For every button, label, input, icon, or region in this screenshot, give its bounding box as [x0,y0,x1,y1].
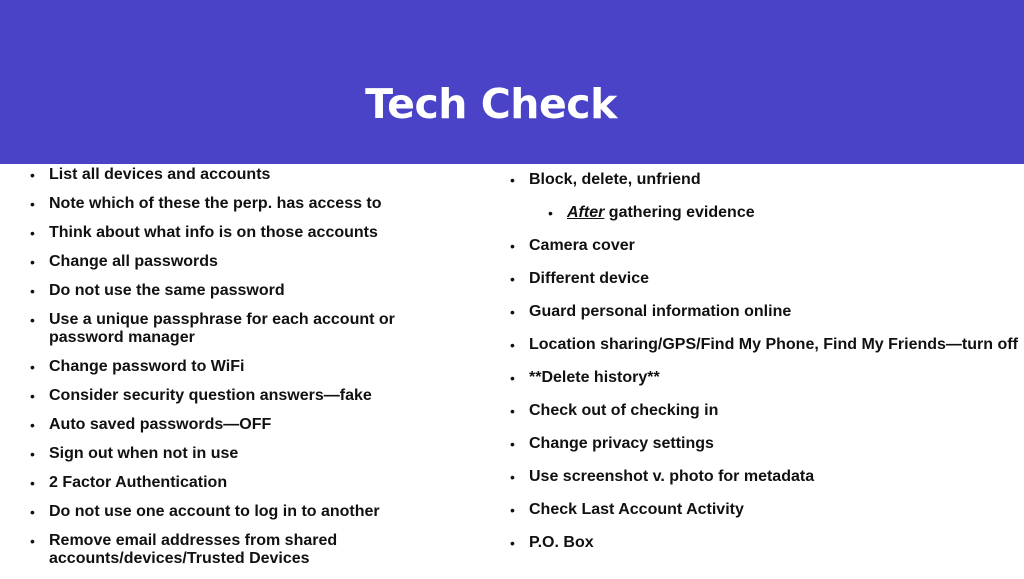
bullet: • [510,304,515,320]
list-item: • Consider security question answers—fake [30,387,372,404]
left-bullet-list [30,166,430,579]
bullet: • [510,502,515,518]
bullet: • [30,312,35,328]
bullet: • [30,533,35,549]
slide-title: Tech Check [365,80,617,128]
list-item: • Auto saved passwords—OFF [30,416,272,433]
list-item: • Change all passwords [30,253,218,270]
bullet: • [510,271,515,287]
bullet: • [510,337,515,353]
bullet: • [510,535,515,551]
list-item-activity: • Check Last Account Activity [510,499,1020,521]
bullet: • [30,417,35,433]
bullet: • [510,238,515,254]
bullet: • [510,469,515,485]
list-item: • Sign out when not in use [30,445,239,462]
bullet: • [30,446,35,462]
list-item: • List all devices and accounts [30,166,271,183]
list-item: • Do not use the same password [30,282,285,299]
bullet: • [30,167,35,183]
bullet: • [30,388,35,404]
bullet: • [510,370,515,386]
list-item: • Remove email addresses from shared accounts/devices/Trusted Devices [30,532,338,567]
bullet: • [30,475,35,491]
bullet: • [548,205,553,221]
list-item: • Use a unique passphrase for each account or password manager [30,311,395,346]
bullet: • [510,436,515,452]
list-item-history: • **Delete history** [510,367,1020,389]
bullet: • [30,196,35,212]
bullet: • [30,283,35,299]
after-emphasis: After [567,204,605,221]
bullet: • [510,403,515,419]
list-item-screenshot: • Use screenshot v. photo for metadata [510,466,1020,488]
list-item-pobox: • P.O. Box [510,532,1020,554]
list-item-privacy: • Change privacy settings [510,433,1020,455]
list-item: • Note which of these the perp. has access to [30,195,382,212]
bullet: • [30,225,35,241]
bullet: • [30,359,35,375]
list-item: • 2 Factor Authentication [30,474,228,491]
bullet: • [30,504,35,520]
bullet: • [510,172,515,188]
bullet: • [30,254,35,270]
list-item: • Change password to WiFi [30,358,245,375]
list-item-block: • Block, delete, unfriend [510,169,1020,191]
list-item-location: • Location sharing/GPS/Find My Phone, Find My Friends—turn off [510,334,1020,356]
list-item-camera: • Camera cover [510,235,1020,257]
list-item: • Think about what info is on those accounts [30,224,378,241]
right-bullet-list [510,169,1020,565]
list-item-checkout: • Check out of checking in [510,400,1020,422]
list-item-guard: • Guard personal information online [510,301,1020,323]
list-item: • Do not use one account to log in to another [30,503,380,520]
sub-list-item-after: • After gathering evidence [548,202,1020,224]
title-banner [0,0,1024,164]
list-item-device: • Different device [510,268,1020,290]
